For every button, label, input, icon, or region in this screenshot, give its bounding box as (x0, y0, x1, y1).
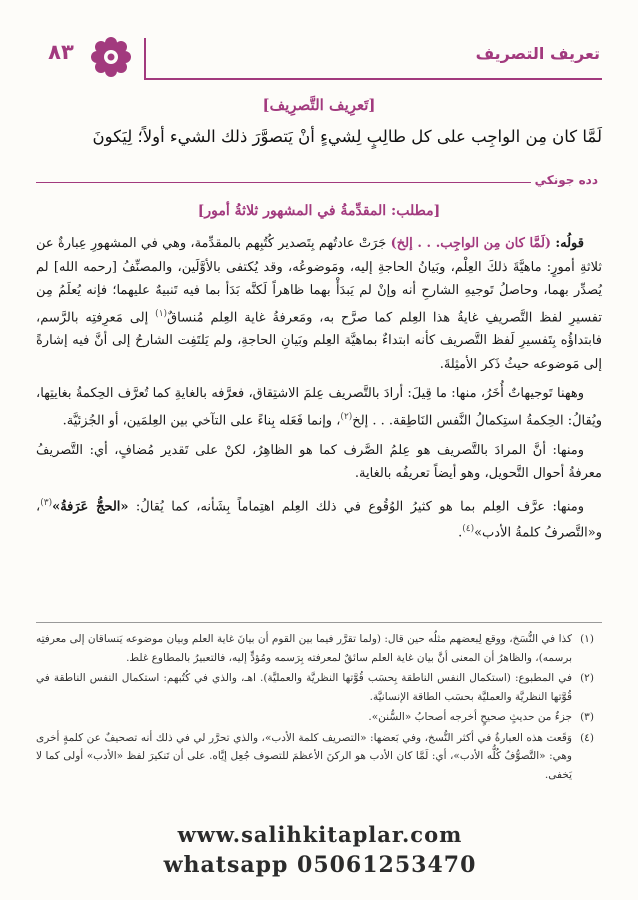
running-title: تعريف التصريف (475, 44, 600, 63)
commentary (36, 232, 602, 551)
subsection-title: [مطلب: المقدِّمةُ في المشهور ثلاثةُ أمور] (197, 203, 441, 219)
commentary-text: ومنها: عرَّف العِلم بما هو كثيرُ الوُقُوع في ذلك العِلم اهتِماماً بِشَأنه، كما يُقالُ: (135, 498, 584, 514)
section-title: [تَعرِيف التَّصرِيف] (262, 96, 376, 114)
footnote-text: وَقَعت هذه العبارةُ في أكثر النُّسخ، وفي بَعضها: «التصريف كلمة الأدب»، والذي تحرَّر لي في ذلك أنه تصحيفٌ عن كلمةٍ أخرى وهي: «التَّصوُّفُ كُلُّه الأدب»، أي: لَمَّا كان الأدب هو الركنَ الأعظمَ للتصوف جُعِل إيَّاه. على أن تَنكيرَ لفظ «الأدب» أولى كما لا يَخفى. (36, 731, 572, 781)
footnote-ref: (٤) (462, 524, 475, 535)
footnote-ref: (١) (155, 308, 168, 319)
watermark-phone: whatsapp 05061253470 (163, 852, 477, 878)
commentary-text: ، وإنما فَعَله بِناءً على التآخي بين العِلمَين، أو الجُزئيَّة. (62, 413, 341, 429)
commentary-text: ومنها: أنَّ المرادَ بالتَّصريف هو عِلمُ الصَّرف كما هو الظاهِرُ، لكنْ على تَقدير مُضافٍ، أي: التَّصريفُ معرفةُ أحوال التَّحويل، وهو أيضاً تعريفُه بالغاية. (36, 442, 602, 482)
commentary-text: . (458, 525, 463, 541)
quote: «التَّصرفُ كلمةُ الأدب» (474, 525, 596, 541)
matn-text: لَمَّا كان مِن الواجِب على كل طالِبٍ لِشيءٍ أنْ يَتصوَّرَ ذلك الشيء أولاً؛ لِيَكونَ (92, 127, 602, 146)
footnote (36, 630, 602, 667)
footnotes (36, 630, 602, 786)
footnote-number: (٢) (580, 672, 594, 684)
footnote-number: (١) (580, 633, 594, 645)
commentary-text: وههنا تَوجيهاتٌ أُخَرُ، منها: ما قِيلَ: أرادَ بالتَّصريف عِلمَ الاشتِقاق، فعرَّفه بالغايةِ كما تُعرَّف الحِكمةُ بغايتِها، ويُقالُ: الحِكمةُ استِكمالُ النَّفس النَاطِقة. . . إلخ (36, 386, 602, 429)
commentary-lemma: (لَمَّا كان مِن الواجِب. . . إلخ) (390, 236, 552, 251)
matn-rule (36, 182, 536, 183)
footnote (36, 669, 602, 706)
commentary-text: إلى مَعرِفتِه بالرَّسم، فابتداؤُه بِتَفسيرِ لَفظ التَّصريف كأنه ابتداءٌ بماهيَّة العِلم وبَيانِ الحاجةِ، ولم يَلتَفِت الشارحُ إلى أنَّ فيه إشارةً إلى مَوضوعه حيثُ ذَكر الأمثِلةَ. (36, 309, 602, 372)
page-number: ٨٣ (48, 40, 74, 64)
flower-ornament-icon (88, 34, 134, 80)
footnote-text: في المطبوع: (استكمال النفس الناطقة بِحسَب قُوَّتها النظريَّة والعمليَّة). اهـ، والذي في كُتُبهم: استكمال النفس الناطقة في قُوَّتها النظريَّة والعمليَّة بحسَب الطاقة الإنسانيَّة. (36, 672, 572, 703)
footnote (36, 708, 602, 727)
commentary-paragraph (36, 439, 602, 486)
header-vertical-rule (144, 38, 146, 80)
page-header (36, 34, 602, 84)
watermark-website: www.salihkitaplar.com (177, 822, 463, 847)
commentary-text: ، و (36, 498, 602, 541)
footnote (36, 729, 602, 785)
commentary-paragraph (36, 382, 602, 432)
commentary-lead: قولُه: (555, 236, 584, 251)
commentary-paragraph (36, 232, 602, 376)
footnote-ref: (٣) (40, 497, 53, 508)
footnote-text: كذا في النُّسَخ، ووقع لِبعضهم مثلُه حين قال: (ولما تقرَّر فيما بين القوم أن بيانَ غاية العلم وبيان موضوعه يَنساقان إلى معرفتِه برسمه)، والظاهرُ أن المعنى أنَّ بيان غاية العلم سائقٌ لمعرفته بِرَسمه ومُؤدٍّ إليه، فالتعبيرُ بالمطاوع غلط. (36, 633, 572, 664)
footnote-divider (36, 622, 602, 623)
footnote-number: (٤) (580, 731, 594, 744)
header-rule (144, 78, 602, 80)
commentary-paragraph (36, 492, 602, 546)
quote: «الحجُّ عَرَفةُ» (52, 498, 129, 514)
commentary-text: جَرَتْ عادتُهم بِتَصدير كُتُبِهم بالمقدِّمة، وهي في المشهورِ عِبارةٌ عن ثلاثةِ أمورٍ: ماهيَّةَ ذلكَ العِلْم، وبَيانُ الحاجةِ إليه، ومَوضوعُه، وقد يُكتفى بالأوَّلَين، والمصنِّفُ [رحمه الله] لم يُصدِّر بهما، وحاصلُ تَوجيهِ الشارحِ أنه وإنْ لم يَبدَأْ بهما ظاهراً لَكنَّه بَدَأ بما فيه تَنبيهٌ عليهما؛ فإنه يُعلَمُ مِن تفسيرِ لفظ التَّصريفِ غايةُ هذا العِلم كما صرَّح به، ومَعرفةُ غاية العِلم مُنساقٌ (36, 236, 603, 325)
footnote-ref: (٢) (340, 411, 353, 422)
footnote-text: جزءٌ من حديثٍ صحيحٍ أخرجه أصحابُ «السُّنن». (368, 711, 572, 723)
matn-signature: دده جونكي (531, 173, 602, 187)
footnote-number: (٣) (580, 711, 594, 723)
